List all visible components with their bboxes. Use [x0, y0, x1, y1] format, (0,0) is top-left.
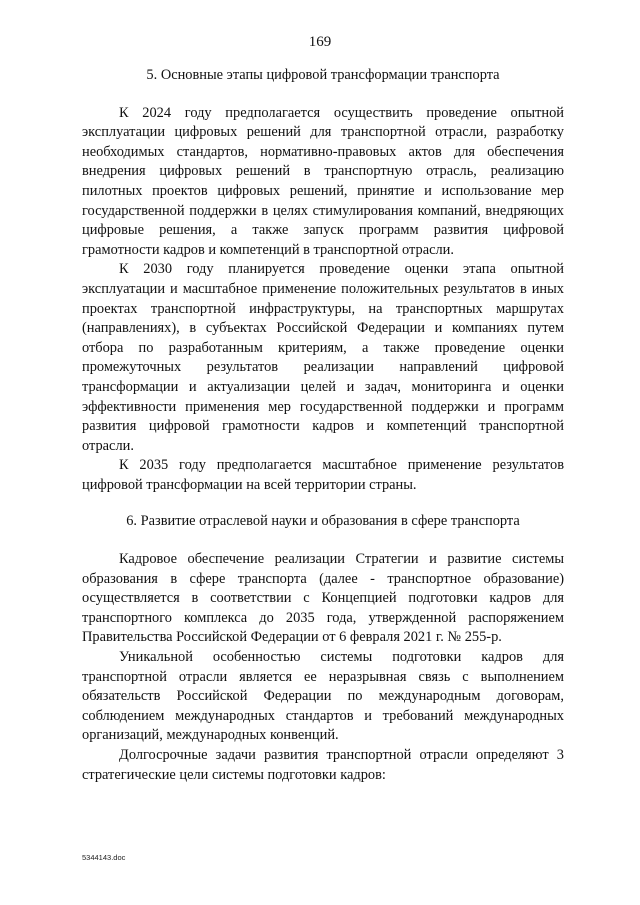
section-6-paragraph-1: Кадровое обеспечение реализации Стратегии и развитие системы образования в сфере транспорта (далее - транспортное образование) осуществляется в соответствии с Концепцией подготовки кадров для транспортного комплекса до 2035 года, утвержденной распоряжением Правительства Российской Федерации от 6 февраля 2021 г. № 255-р.	[82, 551, 564, 646]
section-6-heading: 6. Развитие отраслевой науки и образования в сфере транспорта	[126, 513, 520, 530]
section-5-paragraph-1: К 2024 году предполагается осуществить проведение опытной эксплуатации цифровых решений для транспортной отрасли, разработку необходимых стандартов, нормативно-правовых актов для обеспечения внедрения цифровых решений в транспортную отрасль, реализацию пилотных проектов цифровых решений, принятие и использование мер государственной поддержки в целях стимулирования компаний, внедряющих цифровые решения, а также запуск программ развития цифровой грамотности кадров и компетенций в транспортной отрасли.	[82, 104, 564, 258]
footer-file-name: 5344143.doc	[82, 853, 126, 862]
section-5-paragraph-2: К 2030 году планируется проведение оценки этапа опытной эксплуатации и масштабное применение положительных результатов в иных проектах транспортной инфраструктуры, на транспортных маршрутах (направлениях), в субъектах Российской Федерации и компаниях путем отбора по разработанным критериям, а также проведение оценки промежуточных результатов реализации направлений цифровой трансформации и актуализации целей и задач, мониторинга и оценки эффективности применения мер государственной поддержки и программ развития цифровой грамотности кадров и компетенций транспортной отрасли.	[82, 261, 564, 454]
section-6-paragraph-2: Уникальной особенностью системы подготовки кадров для транспортной отрасли является ее неразрывная связь с выполнением обязательств Российской Федерации по международным договорам, соблюдением международных стандартов и требований международных организаций, международных конвенций.	[82, 649, 564, 744]
section-5-heading: 5. Основные этапы цифровой трансформации транспорта	[146, 67, 500, 83]
section-6-paragraph-3: Долгосрочные задачи развития транспортной отрасли определяют 3 стратегические цели системы подготовки кадров:	[82, 747, 564, 783]
section-5-paragraph-3: К 2035 году предполагается масштабное применение результатов цифровой трансформации на всей территории страны.	[82, 457, 564, 493]
page-number: 169	[308, 34, 332, 50]
document-body	[82, 66, 564, 785]
